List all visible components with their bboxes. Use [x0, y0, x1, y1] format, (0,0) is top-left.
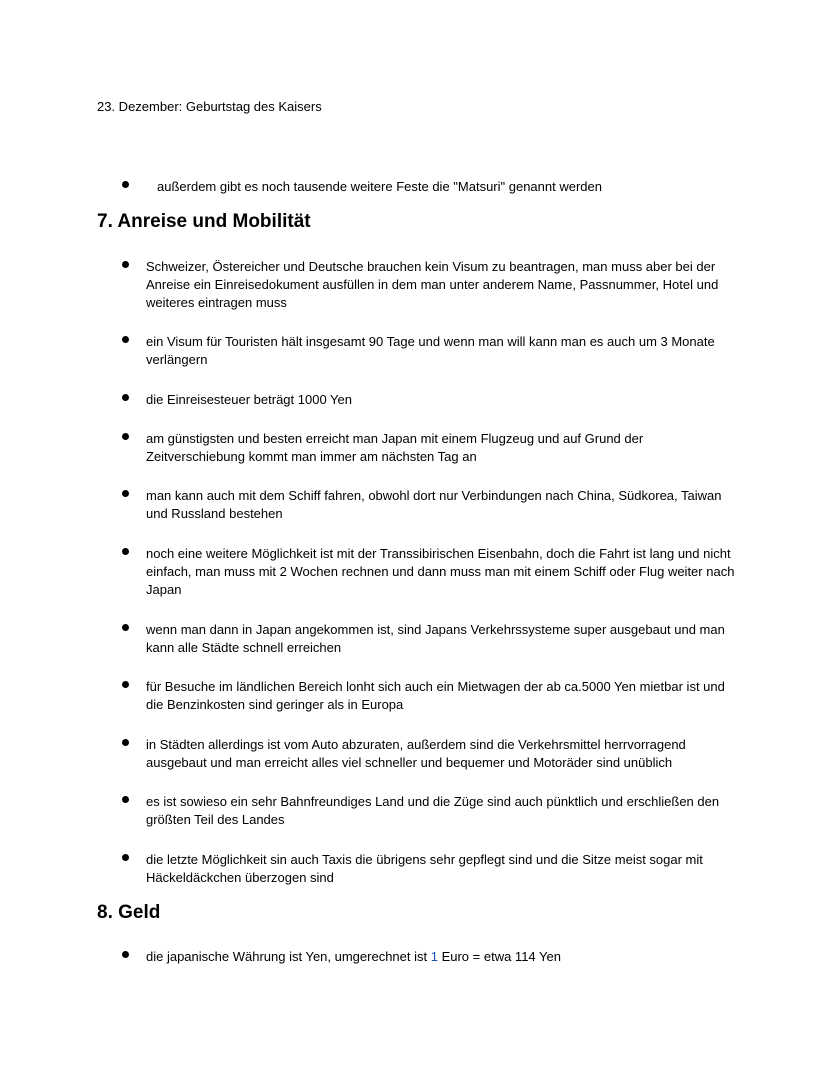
list-item-text: man kann auch mit dem Schiff fahren, obwohl dort nur Verbindungen nach China, Südkorea, Taiwan und Russland bestehen	[146, 488, 722, 521]
section-heading-geld: 8. Geld	[97, 902, 161, 923]
list-item-text: für Besuche im ländlichen Bereich lonht sich auch ein Mietwagen der ab ca.5000 Yen mietbar ist und die Benzinkosten sind geringer als in Europa	[146, 679, 725, 712]
bullet-icon	[122, 854, 129, 861]
list-item-text: außerdem gibt es noch tausende weitere Feste die "Matsuri" genannt werden	[157, 179, 602, 194]
list-item-text: es ist sowieso ein sehr Bahnfreundiges Land und die Züge sind auch pünktlich und erschließen den größten Teil des Landes	[146, 794, 720, 827]
list-item-text: ein Visum für Touristen hält insgesamt 90 Tage und wenn man will kann man es auch um 3 Monate verlängern	[146, 334, 715, 367]
bullet-icon	[122, 681, 129, 688]
list-item-text: am günstigsten und besten erreicht man Japan mit einem Flugzeug und auf Grund der Zeitverschiebung kommt man immer am nächsten Tag an	[146, 431, 644, 464]
bullet-icon	[122, 490, 129, 497]
bullet-icon	[122, 336, 129, 343]
list-item-text: noch eine weitere Möglichkeit ist mit der Transsibirischen Eisenbahn, doch die Fahrt ist lang und nicht einfach, man muss mit 2 Wochen rechnen und dann muss man mit einem Schiff oder Flug weiter nach Japan	[146, 546, 735, 597]
list-item-text: die Einreisesteuer beträgt 1000 Yen	[146, 392, 352, 407]
list-item-text: wenn man dann in Japan angekommen ist, sind Japans Verkehrssysteme super ausgebaut und man kann alle Städte schnell erreichen	[146, 622, 725, 655]
date-line: 23. Dezember: Geburtstag des Kaisers	[97, 99, 322, 114]
bullet-icon	[122, 261, 129, 268]
bullet-icon	[122, 796, 129, 803]
list-item-text: die letzte Möglichkeit sin auch Taxis die übrigens sehr gepflegt sind und die Sitze meist sogar mit Häckeldäckchen überzogen sind	[146, 852, 703, 885]
list-item-text: Schweizer, Östereicher und Deutsche brauchen kein Visum zu beantragen, man muss aber bei der Anreise ein Einreisedokument ausfüllen in dem man unter anderem Name, Passnummer, Hotel und weiteres eintragen muss	[146, 259, 719, 310]
euro-amount: 1	[430, 949, 438, 964]
list-item-text-end: Euro = etwa 114 Yen	[437, 949, 561, 964]
list-item-text-start: die japanische Währung ist Yen, umgerechnet ist	[146, 949, 431, 964]
list-item-text	[146, 948, 736, 966]
bullet-icon	[122, 951, 129, 958]
bullet-icon	[122, 394, 129, 401]
list-item-text: in Städten allerdings ist vom Auto abzuraten, außerdem sind die Verkehrsmittel herrvorragend ausgebaut und man erreicht alles viel schneller und bequemer und Motoräder sind unüblich	[146, 737, 686, 770]
bullet-icon	[122, 433, 129, 440]
bullet-icon	[122, 548, 129, 555]
bullet-icon	[122, 739, 129, 746]
bullet-icon	[122, 624, 129, 631]
section-heading-anreise: 7. Anreise und Mobilität	[97, 211, 311, 232]
bullet-icon	[122, 181, 129, 188]
